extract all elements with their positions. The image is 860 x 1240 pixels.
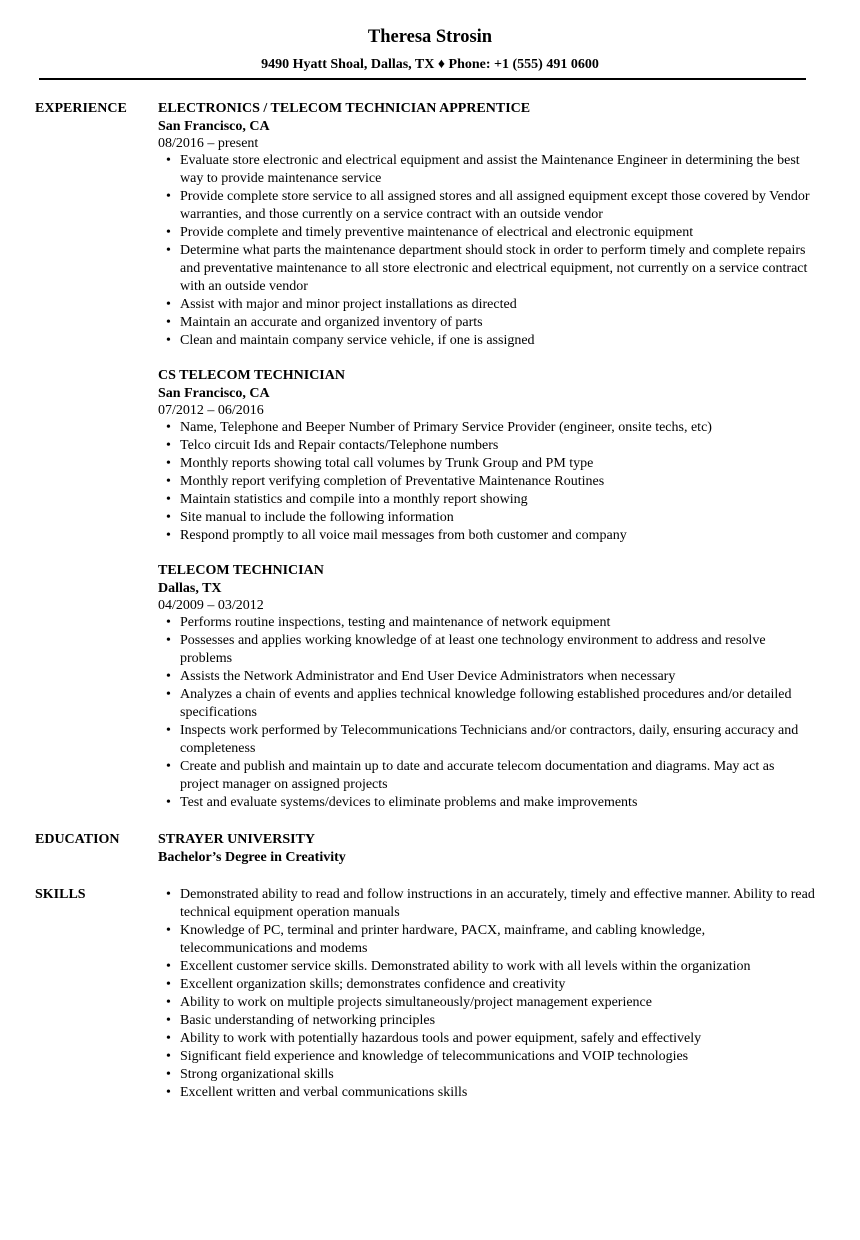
section-label-skills: SKILLS bbox=[35, 887, 86, 902]
job-entry bbox=[158, 100, 816, 350]
contact-line: 9490 Hyatt Shoal, Dallas, TX ♦ Phone: +1 (555) 491 0600 bbox=[261, 57, 599, 72]
job-bullets bbox=[158, 152, 816, 350]
job-dates: 07/2012 – 06/2016 bbox=[158, 403, 264, 418]
bullet-item: • Telco circuit Ids and Repair contacts/Telephone numbers bbox=[180, 437, 816, 455]
skill-item: • Strong organizational skills bbox=[180, 1066, 816, 1084]
bullet-item: • Inspects work performed by Telecommunications Technicians and/or contractors, daily, ensuring accuracy and completeness bbox=[180, 722, 816, 758]
job-entry bbox=[158, 367, 816, 545]
skill-item: • Ability to work on multiple projects simultaneously/project management experience bbox=[180, 994, 816, 1012]
skill-item: • Excellent customer service skills. Demonstrated ability to work with all levels within the organization bbox=[180, 958, 816, 976]
section-label-experience: EXPERIENCE bbox=[35, 101, 127, 116]
bullet-item: • Respond promptly to all voice mail messages from both customer and company bbox=[180, 527, 816, 545]
bullet-item: • Site manual to include the following information bbox=[180, 509, 816, 527]
bullet-item: • Determine what parts the maintenance department should stock in order to perform timely and complete repairs and preventative maintenance to all store electronic and electrical equipment, not currently on a service contract with an outside vendor bbox=[180, 242, 816, 296]
candidate-name: Theresa Strosin bbox=[367, 27, 493, 47]
job-bullets bbox=[158, 419, 816, 545]
job-title: TELECOM TECHNICIAN bbox=[158, 563, 324, 578]
header-divider bbox=[39, 78, 806, 80]
bullet-item: • Monthly report verifying completion of Preventative Maintenance Routines bbox=[180, 473, 816, 491]
job-location: San Francisco, CA bbox=[158, 386, 270, 401]
bullet-item: • Name, Telephone and Beeper Number of Primary Service Provider (engineer, onsite techs, etc) bbox=[180, 419, 816, 437]
school-name: STRAYER UNIVERSITY bbox=[158, 832, 316, 847]
skill-item: • Ability to work with potentially hazardous tools and power equipment, safely and effectively bbox=[180, 1030, 816, 1048]
bullet-item: • Clean and maintain company service vehicle, if one is assigned bbox=[180, 332, 816, 350]
experience-section bbox=[0, 100, 860, 812]
skills-body bbox=[158, 886, 816, 1102]
skill-item: • Basic understanding of networking principles bbox=[180, 1012, 816, 1030]
bullet-item: • Assist with major and minor project installations as directed bbox=[180, 296, 816, 314]
bullet-item: • Analyzes a chain of events and applies technical knowledge following established procedures and/or detailed specifications bbox=[180, 686, 816, 722]
bullet-item: • Provide complete and timely preventive maintenance of electrical and electronic equipment bbox=[180, 224, 816, 242]
job-dates: 08/2016 – present bbox=[158, 136, 259, 151]
skill-item: • Demonstrated ability to read and follow instructions in an accurately, timely and effective manner. Ability to read technical equipment operation manuals bbox=[180, 886, 816, 922]
job-entry bbox=[158, 562, 816, 812]
job-dates: 04/2009 – 03/2012 bbox=[158, 598, 264, 613]
skills-section bbox=[0, 886, 860, 1102]
job-location: Dallas, TX bbox=[158, 581, 222, 596]
skills-list bbox=[158, 886, 816, 1102]
bullet-item: • Test and evaluate systems/devices to eliminate problems and make improvements bbox=[180, 794, 816, 812]
skill-item: • Excellent written and verbal communications skills bbox=[180, 1084, 816, 1102]
job-location: San Francisco, CA bbox=[158, 119, 270, 134]
skill-item: • Significant field experience and knowledge of telecommunications and VOIP technologies bbox=[180, 1048, 816, 1066]
education-section bbox=[0, 831, 860, 867]
job-bullets bbox=[158, 614, 816, 812]
bullet-item: • Maintain an accurate and organized inventory of parts bbox=[180, 314, 816, 332]
degree-name: Bachelor’s Degree in Creativity bbox=[158, 850, 346, 865]
experience-body bbox=[158, 100, 816, 812]
bullet-item: • Monthly reports showing total call volumes by Trunk Group and PM type bbox=[180, 455, 816, 473]
bullet-item: • Evaluate store electronic and electrical equipment and assist the Maintenance Engineer in determining the best way to provide maintenance service bbox=[180, 152, 816, 188]
job-title: CS TELECOM TECHNICIAN bbox=[158, 368, 345, 383]
resume-header bbox=[0, 0, 860, 80]
skill-item: • Knowledge of PC, terminal and printer hardware, PACX, mainframe, and cabling knowledge, telecommunications and modems bbox=[180, 922, 816, 958]
bullet-item: • Create and publish and maintain up to date and accurate telecom documentation and diagrams. May act as project manager on assigned projects bbox=[180, 758, 816, 794]
bullet-item: • Assists the Network Administrator and End User Device Administrators when necessary bbox=[180, 668, 816, 686]
education-body bbox=[158, 831, 816, 867]
bullet-item: • Possesses and applies working knowledge of at least one technology environment to address and resolve problems bbox=[180, 632, 816, 668]
bullet-item: • Maintain statistics and compile into a monthly report showing bbox=[180, 491, 816, 509]
bullet-item: • Provide complete store service to all assigned stores and all assigned equipment except those covered by Vendor warranties, and those currently on a service contract with an outside vendor bbox=[180, 188, 816, 224]
bullet-item: • Performs routine inspections, testing and maintenance of network equipment bbox=[180, 614, 816, 632]
skill-item: • Excellent organization skills; demonstrates confidence and creativity bbox=[180, 976, 816, 994]
job-title: ELECTRONICS / TELECOM TECHNICIAN APPRENTICE bbox=[158, 101, 531, 116]
section-label-education: EDUCATION bbox=[35, 832, 120, 847]
